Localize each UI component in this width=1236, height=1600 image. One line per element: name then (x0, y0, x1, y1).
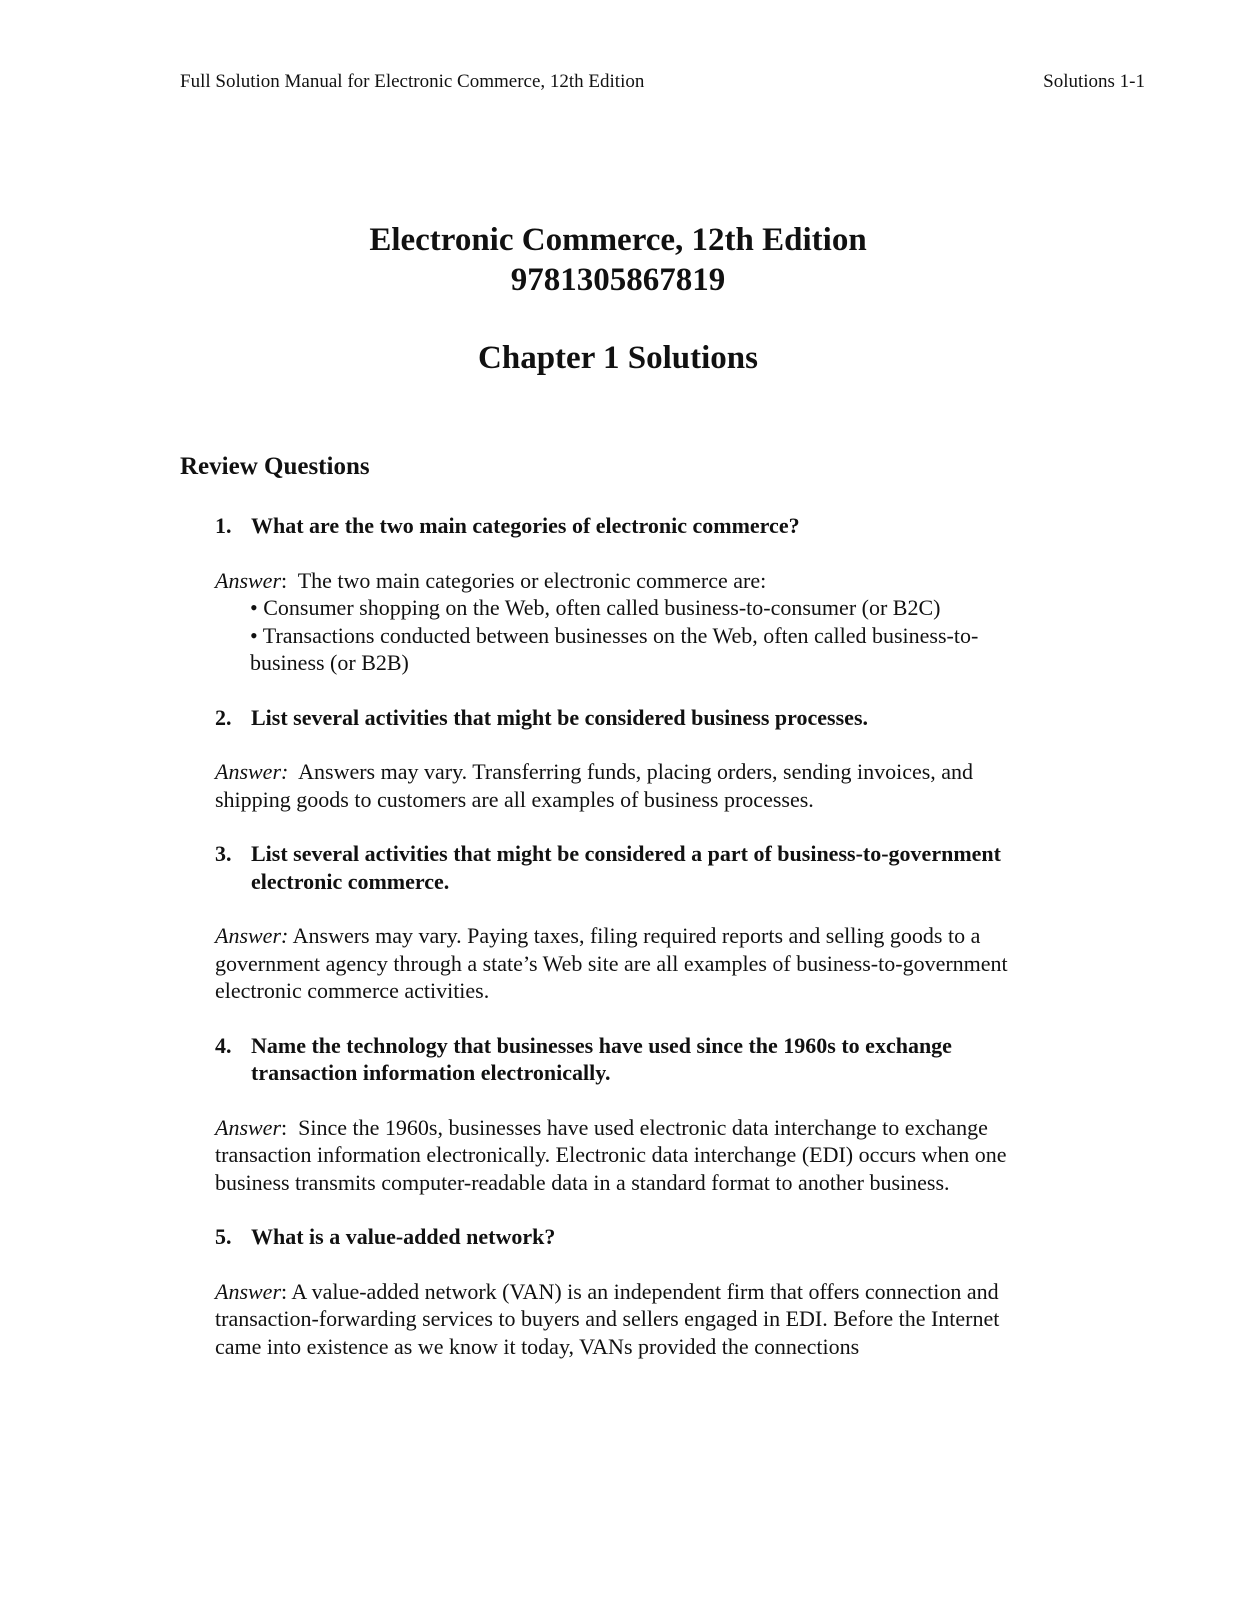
question-text: List several activities that might be considered business processes. (251, 704, 868, 730)
header-page-number: Solutions 1-1 (1043, 71, 1145, 92)
question-number: 2. (215, 704, 232, 730)
answer-label: Answer (215, 567, 281, 593)
answer-text: Answers may vary. Transferring funds, placing orders, sending invoices, and shipping goods to customers are all examples of business processes. (215, 759, 979, 812)
book-title: Electronic Commerce, 12th Edition (369, 222, 867, 258)
question (215, 1032, 1045, 1087)
question-text: What are the two main categories of electronic commerce? (251, 513, 800, 538)
qa-item (215, 1032, 1045, 1197)
header-book-title: Full Solution Manual for Electronic Commerce, 12th Edition (180, 71, 645, 92)
question-text: List several activities that might be considered a part of business-to-government electronic commerce. (251, 841, 1001, 894)
answer-label: Answer: (215, 759, 289, 784)
answer (215, 567, 1045, 677)
chapter-title: Chapter 1 Solutions (478, 340, 758, 376)
answer (215, 758, 1045, 813)
answer-separator: : (281, 1278, 288, 1304)
answer-text: Answers may vary. Paying taxes, filing required reports and selling goods to a government agency through a state’s Web site are all examples of business-to-government electronic commerce activities. (215, 923, 1014, 1003)
qa-item (215, 512, 1045, 677)
answer (215, 1114, 1045, 1197)
answer-label: Answer (215, 1114, 281, 1140)
answer-text: Since the 1960s, businesses have used electronic data interchange to exchange transaction information electronically. Electronic data interchange (EDI) occurs when one business transmits computer-readable data in a standard format to another business. (215, 1114, 1012, 1195)
question-text: What is a value-added network? (251, 1224, 556, 1249)
question (215, 704, 1045, 732)
answer-label: Answer (215, 1278, 281, 1304)
answer (215, 1278, 1045, 1361)
question (215, 512, 1045, 540)
answer-separator: : (281, 567, 288, 593)
qa-item (215, 1223, 1045, 1360)
answer-text: A value-added network (VAN) is an independent firm that offers connection and transaction-forwarding services to buyers and sellers engaged in EDI. Before the Internet came into existence as we know it today, VANs provided the connections (215, 1278, 1005, 1359)
answer (215, 922, 1045, 1005)
answer-label: Answer: (215, 923, 289, 948)
question-number: 5. (215, 1224, 232, 1249)
running-header (180, 70, 1145, 94)
answer-text: The two main categories or electronic commerce are: (287, 567, 767, 593)
list-item: • Consumer shopping on the Web, often called business-to-consumer (or B2C) (250, 595, 941, 620)
question-number: 4. (215, 1032, 232, 1058)
qa-item (215, 704, 1045, 814)
question (215, 840, 1045, 895)
question (215, 1223, 1045, 1251)
question-number: 3. (215, 841, 232, 866)
answer-bullets (215, 594, 1045, 677)
book-isbn: 9781305867819 (510, 262, 726, 298)
qa-item (215, 840, 1045, 1005)
title-block (0, 220, 1236, 378)
section-heading: Review Questions (180, 453, 370, 480)
list-item: • Transactions conducted between businesses on the Web, often called business-to-business (or B2B) (250, 622, 979, 675)
question-text: Name the technology that businesses have used since the 1960s to exchange transaction information electronically. (251, 1032, 952, 1085)
answer-separator: : (281, 1114, 288, 1140)
question-number: 1. (215, 513, 232, 538)
qa-list (215, 512, 1045, 1387)
